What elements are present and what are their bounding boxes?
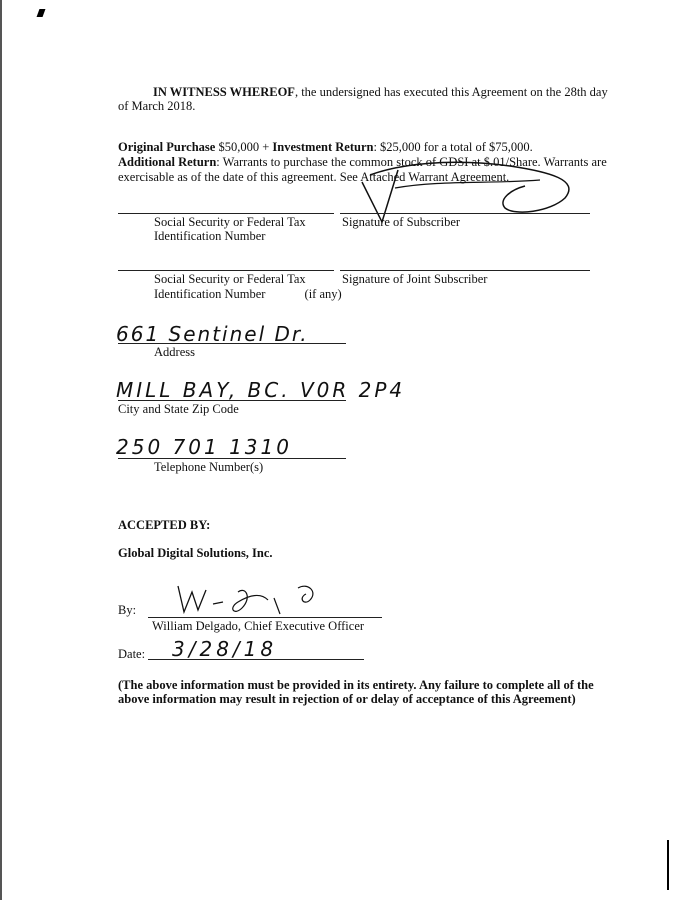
city-line: [118, 400, 346, 401]
joint-ssn-label-2: [154, 287, 342, 302]
witness-lead: IN WITNESS WHEREOF: [153, 85, 295, 99]
address-value: 661 Sentinel Dr.: [116, 322, 309, 346]
additional-return-text: : Warrants to purchase the common stock of GDSI at $.01/Share. Warrants are: [216, 155, 607, 169]
accepted-heading: ACCEPTED BY:: [118, 518, 211, 532]
subscriber-ssn-label-1: Social Security or Federal Tax: [154, 215, 306, 229]
notice-line-1: (The above information must be provided in its entirety. Any failure to complete all of the: [118, 678, 594, 692]
scan-right-mark: [667, 840, 669, 890]
additional-return-label: Additional Return: [118, 155, 217, 169]
by-label: By:: [118, 603, 137, 617]
address-label: Address: [154, 345, 195, 359]
witness-line-2: of March 2018.: [118, 99, 196, 113]
subscriber-signature-line: [340, 213, 590, 214]
city-label: City and State Zip Code: [118, 402, 239, 416]
subscriber-ssn-label-2: Identification Number: [154, 229, 266, 243]
joint-ssn-line: [118, 270, 334, 271]
original-purchase-label: Original Purchase: [118, 140, 216, 154]
joint-signature-label: Signature of Joint Subscriber: [342, 272, 488, 286]
company-signature: [168, 578, 338, 620]
date-label: Date:: [118, 647, 146, 661]
date-line: [148, 659, 364, 660]
witness-text: , the undersigned has executed this Agreement on the 28th day: [294, 85, 608, 99]
witness-line-1: [153, 85, 608, 100]
scan-left-edge: [0, 0, 2, 900]
phone-value: 250 701 1310: [116, 435, 292, 459]
phone-label: Telephone Number(s): [154, 460, 264, 474]
subscriber-signature-label: Signature of Subscriber: [342, 215, 461, 229]
phone-line: [118, 458, 346, 459]
subscriber-ssn-line: [118, 213, 334, 214]
scan-corner-mark: [37, 9, 46, 17]
date-value: 3/28/18: [172, 637, 278, 661]
notice-line-2: above information may result in rejection of or delay of acceptance of this Agreement): [118, 692, 576, 706]
additional-return-line-2: exercisable as of the date of this agreement. See Attached Warrant Agreement.: [118, 170, 510, 184]
by-line: [148, 617, 382, 618]
joint-ssn-label-1: Social Security or Federal Tax: [154, 272, 306, 286]
investment-return-label: Investment Return: [272, 140, 374, 154]
original-purchase-amount: $50,000 +: [215, 140, 273, 154]
address-line: [118, 343, 346, 344]
signer-name: William Delgado, Chief Executive Officer: [152, 619, 365, 633]
city-value: MILL BAY, BC. V0R 2P4: [116, 378, 406, 402]
joint-ssn-label-2-text: Identification Number: [154, 287, 266, 301]
joint-if-any: (if any): [304, 287, 342, 301]
company-name: Global Digital Solutions, Inc.: [118, 546, 273, 560]
joint-signature-line: [340, 270, 590, 271]
investment-return-amount: : $25,000 for a total of $75,000.: [373, 140, 533, 154]
